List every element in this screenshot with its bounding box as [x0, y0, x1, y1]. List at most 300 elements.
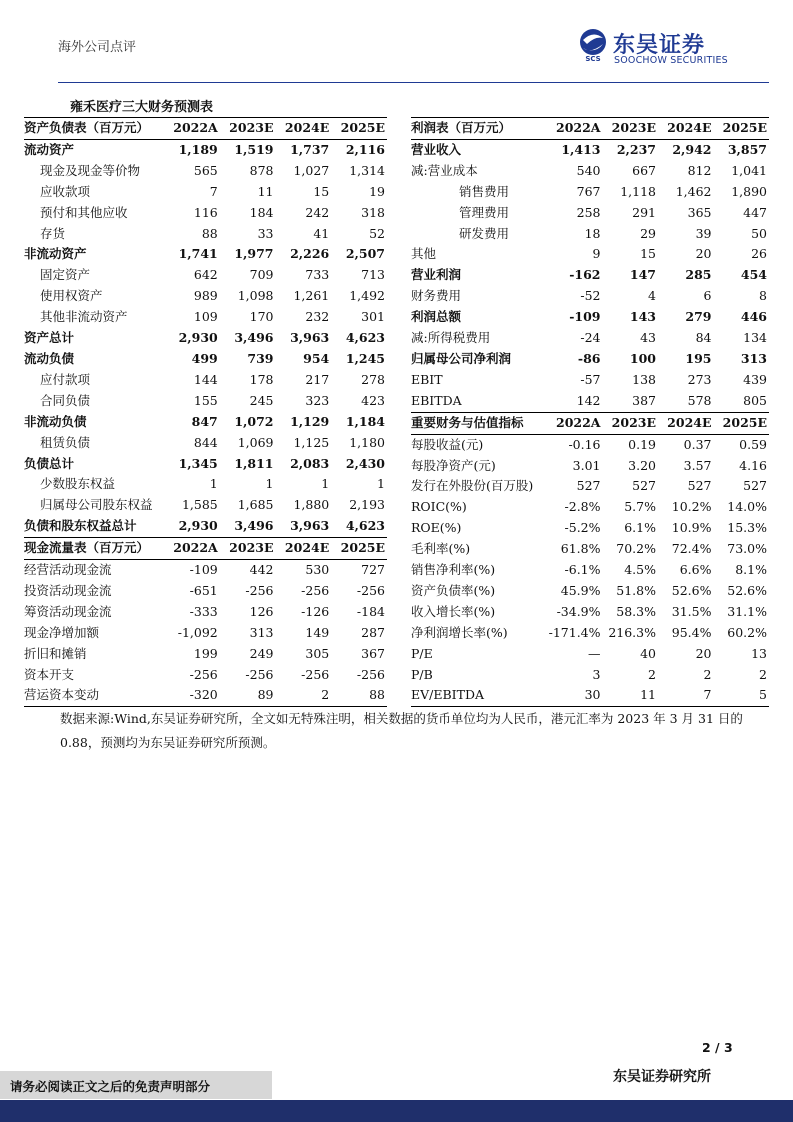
- cell-value: 8: [759, 288, 767, 304]
- table-row: [24, 328, 387, 349]
- cell-value: -86: [577, 350, 601, 366]
- row-label: EBIT: [411, 371, 443, 387]
- cell-value: 301: [361, 309, 385, 325]
- company-logo: [577, 28, 747, 68]
- cell-value: 285: [685, 267, 712, 283]
- cell-value: 1,977: [234, 246, 274, 262]
- cell-value: 45.9%: [560, 582, 601, 598]
- table-row: [24, 516, 387, 537]
- table-header-row: [411, 412, 769, 434]
- row-label: 使用权资产: [40, 288, 103, 304]
- row-label: 负债和股东权益总计: [24, 518, 137, 534]
- table-row: [411, 286, 769, 307]
- cell-value: 878: [249, 162, 274, 178]
- cell-value: -171.4%: [548, 624, 601, 640]
- cell-value: 43: [640, 330, 656, 346]
- disclaimer-box: [0, 1071, 272, 1099]
- cell-value: 527: [576, 478, 601, 494]
- cell-value: 20: [695, 645, 712, 661]
- cell-value: 232: [305, 309, 330, 325]
- logo-name-cn: 东吴证券: [613, 33, 706, 58]
- cell-value: 1: [265, 476, 274, 492]
- cell-value: -1,092: [177, 624, 218, 640]
- cell-value: 1,519: [234, 141, 274, 157]
- cell-value: 1,072: [234, 413, 274, 429]
- cell-value: 70.2%: [616, 541, 656, 557]
- cell-value: 184: [249, 204, 274, 220]
- cell-value: 52.6%: [727, 582, 767, 598]
- cell-value: -2.8%: [564, 499, 601, 515]
- header-divider: [58, 82, 769, 83]
- cell-value: 11: [603, 685, 659, 706]
- data-source-note: [60, 707, 772, 755]
- cell-value: 1,245: [345, 350, 385, 366]
- cell-value: 989: [193, 288, 218, 304]
- cell-value: 2: [703, 666, 712, 682]
- cell-value: 1,184: [345, 413, 385, 429]
- cell-value: -126: [301, 603, 330, 619]
- row-label: 其他: [411, 246, 437, 262]
- cell-value: 1: [377, 476, 385, 492]
- cell-value: -256: [356, 582, 385, 598]
- table-row: [411, 203, 769, 224]
- cell-value: 50: [751, 225, 767, 241]
- footer-bar: [0, 1100, 793, 1122]
- page-number: 2 / 3: [702, 1040, 733, 1055]
- cell-value: 1,492: [349, 288, 385, 304]
- cell-value: 109: [193, 309, 218, 325]
- row-label: 资产负债率(%): [411, 582, 496, 598]
- cell-value: 2,116: [345, 141, 385, 157]
- row-label: 租赁负债: [40, 434, 91, 450]
- cell-value: 3,496: [234, 330, 274, 346]
- cell-value: 313: [740, 350, 767, 366]
- cell-value: 61.8%: [560, 541, 601, 557]
- cell-value: 2,942: [672, 141, 712, 157]
- cell-value: 10.2%: [671, 499, 712, 515]
- table-header-row: [24, 538, 387, 560]
- row-label: 筹资活动现金流: [24, 603, 112, 619]
- section-title: 重要财务与估值指标: [411, 412, 547, 434]
- table-row: [411, 685, 769, 706]
- cell-value: 18: [584, 225, 601, 241]
- cell-value: 1,737: [290, 141, 330, 157]
- cell-value: 287: [361, 624, 385, 640]
- report-section-label: 海外公司点评: [58, 40, 137, 55]
- cell-value: 15.3%: [727, 520, 767, 536]
- cell-value: 365: [687, 204, 712, 220]
- row-label: 流动负债: [24, 350, 75, 366]
- cell-value: 15: [640, 246, 656, 262]
- cell-value: 9: [592, 246, 601, 262]
- table-row: [24, 412, 387, 433]
- year-header: 2025E: [331, 538, 387, 560]
- cell-value: 58.3%: [616, 603, 656, 619]
- cell-value: 844: [193, 434, 218, 450]
- cell-value: 29: [640, 225, 656, 241]
- cell-value: 0.19: [628, 436, 656, 452]
- cell-value: 195: [685, 350, 712, 366]
- row-label: 负债总计: [24, 455, 75, 471]
- cell-value: 2,193: [349, 497, 385, 513]
- cell-value: 3.57: [683, 457, 712, 473]
- cell-value: -256: [301, 582, 330, 598]
- cell-value: 954: [303, 350, 330, 366]
- year-header: 2024E: [658, 412, 714, 434]
- row-label: 折旧和摊销: [24, 645, 87, 661]
- row-label: 减:营业成本: [411, 162, 478, 178]
- row-label: 营业收入: [411, 141, 462, 157]
- row-label: P/E: [411, 645, 433, 661]
- row-label: 存货: [40, 225, 66, 241]
- table-row: [24, 349, 387, 370]
- cell-value: 33: [257, 225, 274, 241]
- cell-value: -256: [301, 666, 330, 682]
- cell-value: 565: [193, 162, 218, 178]
- cell-value: 667: [632, 162, 656, 178]
- year-header: 2022A: [547, 412, 603, 434]
- cell-value: 323: [305, 392, 330, 408]
- row-label: 归属母公司净利润: [411, 350, 512, 366]
- row-label: 归属母公司股东权益: [40, 497, 153, 513]
- table-row: [24, 602, 387, 623]
- cell-value: 11: [257, 183, 274, 199]
- row-label: 每股净资产(元): [411, 457, 496, 473]
- cell-value: 245: [249, 392, 274, 408]
- table-row: [24, 560, 387, 581]
- table-row: [24, 224, 387, 245]
- table-row: [24, 286, 387, 307]
- cell-value: 216.3%: [608, 624, 656, 640]
- table-row: [24, 581, 387, 602]
- cell-value: 1,890: [731, 183, 767, 199]
- row-label: 研发费用: [459, 225, 510, 241]
- table-row: [411, 370, 769, 391]
- cell-value: 847: [191, 413, 218, 429]
- cell-value: 2,226: [290, 246, 330, 262]
- cell-value: 278: [361, 371, 385, 387]
- table-row: [411, 265, 769, 286]
- year-header: 2023E: [603, 118, 659, 140]
- row-label: 少数股东权益: [40, 476, 116, 492]
- year-header: 2023E: [220, 538, 276, 560]
- cell-value: 31.1%: [727, 603, 767, 619]
- table-row: [24, 623, 387, 644]
- row-label: 收入增长率(%): [411, 603, 496, 619]
- cell-value: 1,118: [620, 183, 656, 199]
- cell-value: 52: [369, 225, 385, 241]
- table-row: [24, 454, 387, 475]
- table-row: [411, 139, 769, 160]
- cell-value: 20: [695, 246, 712, 262]
- cell-value: 4,623: [345, 518, 385, 534]
- row-label: EV/EBITDA: [411, 685, 547, 706]
- row-label: 销售净利率(%): [411, 562, 496, 578]
- logo-mark-text: SCS: [585, 55, 601, 62]
- cell-value: 1,880: [293, 497, 330, 513]
- cell-value: 1,189: [178, 141, 218, 157]
- cell-value: 138: [632, 371, 656, 387]
- cell-value: 2: [648, 666, 656, 682]
- cell-value: 313: [249, 624, 274, 640]
- cell-value: 2,083: [290, 455, 330, 471]
- cell-value: 134: [743, 330, 767, 346]
- cell-value: 73.0%: [727, 541, 767, 557]
- cell-value: 144: [193, 371, 218, 387]
- table-row: [411, 539, 769, 560]
- table-row: [411, 602, 769, 623]
- cell-value: 126: [249, 603, 274, 619]
- cell-value: 1,585: [181, 497, 218, 513]
- table-row: [411, 434, 769, 455]
- year-header: 2023E: [603, 412, 659, 434]
- cell-value: 3,496: [234, 518, 274, 534]
- row-label: 毛利率(%): [411, 541, 471, 557]
- cell-value: 279: [685, 309, 712, 325]
- cell-value: 143: [629, 309, 656, 325]
- table-row: [411, 161, 769, 182]
- cell-value: -320: [164, 685, 220, 706]
- cell-value: -52: [580, 288, 601, 304]
- row-label: 非流动负债: [24, 413, 87, 429]
- row-label: 应付款项: [40, 371, 91, 387]
- cell-value: 1,098: [237, 288, 274, 304]
- cell-value: 4.5%: [624, 562, 656, 578]
- cell-value: 318: [361, 204, 385, 220]
- table-row: [411, 182, 769, 203]
- cell-value: 40: [640, 645, 656, 661]
- cell-value: 6.6%: [679, 562, 712, 578]
- cell-value: 14.0%: [727, 499, 767, 515]
- cell-value: 249: [249, 645, 274, 661]
- cell-value: 51.8%: [616, 582, 656, 598]
- cell-value: 242: [305, 204, 330, 220]
- table-row: [24, 474, 387, 495]
- cell-value: 155: [193, 392, 218, 408]
- table-row: [24, 265, 387, 286]
- cell-value: -109: [189, 562, 218, 578]
- row-label: 净利润增长率(%): [411, 624, 508, 640]
- cell-value: 1,345: [178, 455, 218, 471]
- cell-value: 258: [576, 204, 601, 220]
- cell-value: 72.4%: [671, 541, 712, 557]
- row-label: 营业利润: [411, 267, 462, 283]
- table-row: [24, 644, 387, 665]
- cell-value: 291: [632, 204, 656, 220]
- cell-value: —: [588, 645, 601, 661]
- row-label: 其他非流动资产: [40, 309, 128, 325]
- row-label: 固定资产: [40, 267, 91, 283]
- cell-value: 642: [193, 267, 218, 283]
- cell-value: 739: [247, 350, 274, 366]
- year-header: 2025E: [714, 118, 770, 140]
- cell-value: 39: [695, 225, 712, 241]
- cell-value: 1,314: [349, 162, 385, 178]
- data-source-text: 数据来源:Wind,东吴证券研究所，全文如无特殊注明，相关数据的货币单位均为人民币，港元汇率为 2023 年 3 月 31 日的 0.88，预测均为东吴证券研究所预测。: [60, 711, 743, 750]
- cell-value: 1,041: [731, 162, 767, 178]
- cell-value: 713: [361, 267, 385, 283]
- row-label: 财务费用: [411, 288, 462, 304]
- row-label: 非流动资产: [24, 246, 87, 262]
- cell-value: 6.1%: [624, 520, 656, 536]
- cell-value: -6.1%: [564, 562, 601, 578]
- footer-org: 东吴证券研究所: [613, 1069, 711, 1085]
- cell-value: 1,462: [675, 183, 712, 199]
- cell-value: 3,857: [727, 141, 767, 157]
- row-label: 现金净增加额: [24, 624, 100, 640]
- row-label: 资本开支: [24, 666, 75, 682]
- table-row: [411, 518, 769, 539]
- table-row: [24, 665, 387, 686]
- cell-value: 52.6%: [671, 582, 712, 598]
- table-row: [411, 497, 769, 518]
- cell-value: 578: [687, 392, 712, 408]
- cell-value: 273: [687, 371, 712, 387]
- cell-value: 4.16: [739, 457, 767, 473]
- table-row: [24, 391, 387, 412]
- row-label: ROIC(%): [411, 499, 467, 515]
- cell-value: 2,430: [345, 455, 385, 471]
- row-label: 现金及现金等价物: [40, 162, 141, 178]
- row-label: 减:所得税费用: [411, 330, 491, 346]
- row-label: EBITDA: [411, 392, 462, 408]
- table-row: [411, 476, 769, 497]
- cell-value: -109: [569, 309, 601, 325]
- disclaimer-text: 请务必阅读正文之后的免责声明部分: [10, 1079, 211, 1094]
- table-row: [24, 433, 387, 454]
- table-row: [411, 328, 769, 349]
- cell-value: 805: [743, 392, 767, 408]
- cell-value: 727: [361, 562, 385, 578]
- table-row: [411, 224, 769, 245]
- cell-value: 1: [209, 476, 218, 492]
- cell-value: 199: [193, 645, 218, 661]
- cell-value: 1,811: [234, 455, 274, 471]
- cell-value: 1,685: [237, 497, 274, 513]
- section-title: 利润表（百万元）: [411, 118, 547, 140]
- table-row: [411, 560, 769, 581]
- cell-value: 147: [629, 267, 656, 283]
- section-title: 现金流量表（百万元）: [24, 538, 164, 560]
- year-header: 2023E: [220, 118, 276, 140]
- table-header-row: [411, 118, 769, 140]
- cell-value: 527: [743, 478, 767, 494]
- cell-value: 2,507: [345, 246, 385, 262]
- cell-value: 499: [191, 350, 218, 366]
- cell-value: 3,963: [290, 330, 330, 346]
- cell-value: 454: [740, 267, 767, 283]
- cell-value: 88: [331, 685, 387, 706]
- cell-value: 4,623: [345, 330, 385, 346]
- table-row: [24, 370, 387, 391]
- cell-value: 178: [249, 371, 274, 387]
- cell-value: 4: [648, 288, 656, 304]
- year-header: 2024E: [658, 118, 714, 140]
- section-title: 资产负债表（百万元）: [24, 118, 164, 140]
- cell-value: -256: [189, 666, 218, 682]
- table-row: [411, 349, 769, 370]
- cell-value: 84: [695, 330, 712, 346]
- cell-value: 442: [249, 562, 274, 578]
- cell-value: 446: [740, 309, 767, 325]
- logo-name-en: SOOCHOW SECURITIES: [614, 55, 728, 66]
- cell-value: -184: [356, 603, 385, 619]
- cell-value: 31.5%: [671, 603, 712, 619]
- cell-value: 30: [547, 685, 603, 706]
- cell-value: 387: [632, 392, 656, 408]
- cell-value: 15: [313, 183, 330, 199]
- cell-value: 100: [629, 350, 656, 366]
- cell-value: 2: [759, 666, 767, 682]
- cell-value: 423: [361, 392, 385, 408]
- table-row: [24, 139, 387, 160]
- cell-value: 95.4%: [671, 624, 712, 640]
- table-row: [24, 203, 387, 224]
- row-label: 投资活动现金流: [24, 582, 112, 598]
- right-financial-table: [411, 117, 769, 707]
- cell-value: 0.37: [683, 436, 712, 452]
- row-label: 应收款项: [40, 183, 91, 199]
- table-row: [24, 685, 387, 706]
- cell-value: 367: [361, 645, 385, 661]
- cell-value: 2,930: [178, 518, 218, 534]
- cell-value: 1,741: [178, 246, 218, 262]
- row-label: 预付和其他应收: [40, 204, 128, 220]
- cell-value: -162: [569, 267, 601, 283]
- logo-mark-icon: [577, 28, 609, 62]
- cell-value: 26: [751, 246, 767, 262]
- cell-value: 5.7%: [624, 499, 656, 515]
- cell-value: 767: [576, 183, 601, 199]
- cell-value: -256: [356, 666, 385, 682]
- cell-value: 1,180: [349, 434, 385, 450]
- cell-value: 7: [658, 685, 714, 706]
- table-row: [411, 307, 769, 328]
- cell-value: 530: [305, 562, 330, 578]
- year-header: 2022A: [164, 538, 220, 560]
- cell-value: 2,930: [178, 330, 218, 346]
- cell-value: -0.16: [568, 436, 601, 452]
- row-label: 发行在外股份(百万股): [411, 478, 534, 494]
- cell-value: 1,261: [293, 288, 330, 304]
- cell-value: 3.01: [572, 457, 601, 473]
- cell-value: -5.2%: [564, 520, 601, 536]
- cell-value: 5: [714, 685, 770, 706]
- cell-value: -651: [189, 582, 218, 598]
- cell-value: 41: [313, 225, 330, 241]
- cell-value: -333: [189, 603, 218, 619]
- cell-value: 527: [632, 478, 656, 494]
- year-header: 2025E: [331, 118, 387, 140]
- row-label: 管理费用: [459, 204, 510, 220]
- cell-value: 10.9%: [671, 520, 712, 536]
- cell-value: 0.59: [739, 436, 767, 452]
- cell-value: 2,237: [616, 141, 656, 157]
- table-row: [411, 644, 769, 665]
- year-header: 2025E: [714, 412, 770, 434]
- cell-value: 812: [687, 162, 712, 178]
- cell-value: 733: [305, 267, 330, 283]
- table-row: [411, 244, 769, 265]
- cell-value: 7: [209, 183, 218, 199]
- year-header: 2024E: [276, 118, 332, 140]
- cell-value: 527: [687, 478, 712, 494]
- table-row: [24, 495, 387, 516]
- year-header: 2024E: [276, 538, 332, 560]
- cell-value: 305: [305, 645, 330, 661]
- row-label: 合同负债: [40, 392, 91, 408]
- cell-value: 1,125: [293, 434, 330, 450]
